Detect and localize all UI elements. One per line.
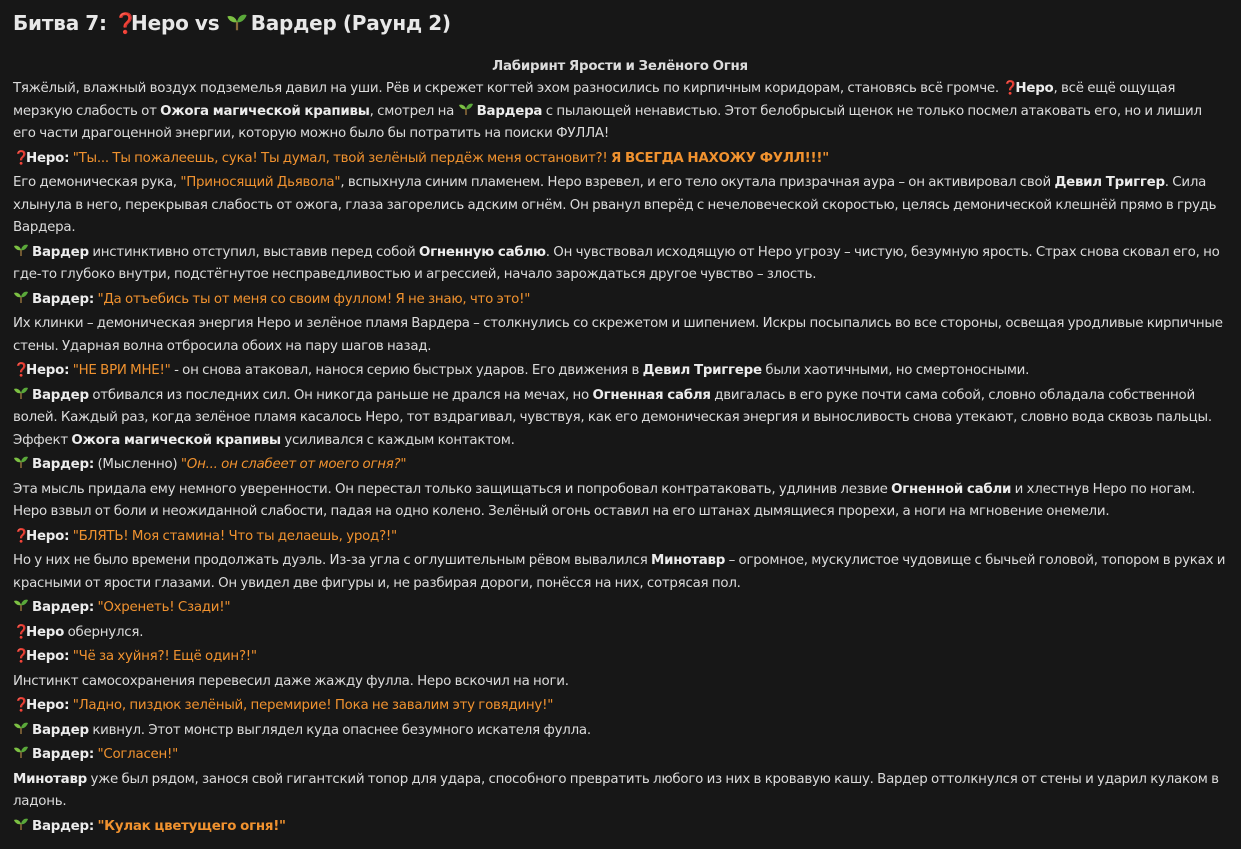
- narration-paragraph: [13, 242, 1227, 287]
- title-char1: Неро: [131, 11, 189, 35]
- title-prefix: Битва 7:: [13, 11, 107, 35]
- text: , всё ещё ощущая мерзкую слабость от: [13, 81, 1176, 119]
- sprout-icon: [13, 386, 29, 400]
- name-varder: Вардер: [32, 244, 89, 260]
- text: – огромное, мускулистое чудовище с бычьей головой, топором в руках и красными от ярости глазами. Он увидел две фигуры и, не разбирая дороги, понёсся на них, сотрясая пол.: [13, 553, 1226, 591]
- dialogue-line: [13, 816, 1227, 839]
- speaker-varder: Вардер:: [32, 291, 94, 307]
- bold-term: Ожога магической крапивы: [71, 432, 281, 448]
- red-question-icon: ❓: [13, 150, 30, 166]
- red-question-icon: ❓: [13, 698, 30, 713]
- text: , смотрел на: [369, 103, 455, 119]
- dialogue-line: [13, 148, 1227, 171]
- text: инстинктивно отступил, выставив перед собой: [92, 244, 416, 260]
- speaker-varder: Вардер:: [32, 600, 94, 615]
- text: (Мысленно): [97, 457, 178, 472]
- bold-term: Огненная сабля: [592, 387, 711, 403]
- quote: "НЕ ВРИ МНЕ!": [72, 363, 171, 378]
- text: обернулся.: [67, 624, 144, 640]
- bold-term: Девил Триггер: [1054, 175, 1165, 190]
- speaker-varder: Вардер:: [32, 457, 94, 472]
- narration-paragraph: Инстинкт самосохранения перевесил даже жажду фулла. Неро вскочил на ноги.: [13, 673, 569, 689]
- narration-line: [13, 622, 1227, 645]
- speaker-varder: Вардер:: [32, 818, 94, 834]
- red-question-icon: ❓: [13, 624, 30, 640]
- text: усиливался с каждым контактом.: [284, 432, 515, 448]
- text: были хаотичными, но смертоносными.: [765, 363, 1030, 378]
- bold-term: Минотавр: [651, 553, 726, 568]
- text: уже был рядом, занося свой гигантский топор для удара, способного превратить любого из них в кровавую кашу. Вардер оттолкнулся от стены и ударил кулаком в ладонь.: [13, 771, 1219, 809]
- text: отбивался из последних сил. Он никогда раньше не дрался на мечах, но: [92, 387, 589, 403]
- quote-bold: "Кулак цветущего огня!": [97, 818, 286, 834]
- quote: "Ладно, пиздюк зелёный, перемирие! Пока не завалим эту говядину!": [72, 698, 554, 713]
- name-varder: Вардера: [476, 103, 543, 119]
- narration-paragraph: [13, 385, 1227, 453]
- text: Эта мысль придала ему немного уверенности. Он перестал только защищаться и попробовал контратаковать, удлинив лезвие: [13, 481, 888, 497]
- quote: "Согласен!": [97, 747, 179, 762]
- text: Его демоническая рука,: [13, 175, 177, 190]
- text: Но у них не было времени продолжать дуэль. Из-за угла с оглушительным рёвом вывалился: [13, 553, 648, 568]
- text: и хлестнув Неро по ногам. Неро взвыл от боли и неожиданной слабости, падая на одно колено. Зелёный огонь оставил на его штанах дымящиеся прорехи, а ноги на мгновение онемели.: [13, 481, 1196, 519]
- red-question-icon: ❓: [13, 649, 30, 664]
- red-question-icon: ❓: [113, 11, 138, 35]
- sprout-icon: [13, 598, 29, 612]
- red-question-icon: ❓: [1002, 81, 1019, 96]
- quote: "Да отъебись ты от меня со своим фуллом! Я не знаю, что это!": [97, 291, 531, 307]
- chapter-subtitle: Лабиринт Ярости и Зелёного Огня: [492, 59, 748, 74]
- text: Тяжёлый, влажный воздух подземелья давил на уши. Рёв и скрежет когтей эхом разносились по кирпичным коридорам, становясь всё громче.: [13, 81, 999, 96]
- speaker-nero: Неро:: [26, 150, 70, 166]
- bold-term: Минотавр: [13, 771, 88, 787]
- bold-term: Девил Триггере: [642, 363, 762, 378]
- sprout-icon: [13, 745, 29, 759]
- quote: "Приносящий Дьявола": [180, 175, 341, 190]
- dialogue-line: [13, 360, 1227, 383]
- bold-term: Огненной сабли: [891, 481, 1012, 497]
- text: . Сила хлынула в него, перекрывая слабость от ожога, глаза загорелись адским огнём. Он рванул вперёд с нечеловеческой скоростью, целясь демонической клешнёй прямо в грудь Вардера.: [13, 175, 1217, 235]
- text: с пылающей ненавистью. Этот белобрысый щенок не только посмел атаковать его, но и лишил его части драгоценной энергии, которую можно было бы потратить на поиски ФУЛЛА!: [13, 103, 1202, 141]
- bold-term: Огненную саблю: [419, 244, 546, 260]
- text: , вспыхнула синим пламенем. Неро взревел, и его тело окутала призрачная аура – он активировал свой: [340, 175, 1051, 190]
- quote: "Ты... Ты пожалеешь, сука! Ты думал, твой зелёный пердёж меня остановит?!: [72, 150, 608, 166]
- speaker-nero: Неро:: [26, 649, 70, 664]
- narration-line: [13, 720, 1227, 743]
- speaker-nero: Неро:: [26, 363, 70, 378]
- speaker-varder: Вардер:: [32, 747, 94, 762]
- narration-paragraph: [13, 550, 1227, 595]
- name-nero: Неро: [26, 624, 65, 640]
- name-nero: Неро: [1015, 81, 1054, 96]
- narration-paragraph: [13, 769, 1227, 814]
- text: кивнул. Этот монстр выглядел куда опаснее безумного искателя фулла.: [92, 722, 591, 738]
- dialogue-line: [13, 744, 1227, 767]
- dialogue-line: [13, 289, 1227, 312]
- narration-paragraph: [13, 78, 1227, 146]
- sprout-icon: [458, 102, 474, 116]
- narration-paragraph: [13, 172, 1227, 240]
- red-question-icon: ❓: [13, 528, 30, 544]
- battle-article: [13, 8, 1227, 840]
- dialogue-line: [13, 526, 1227, 549]
- speaker-nero: Неро:: [26, 698, 70, 713]
- dialogue-line: [13, 454, 1227, 477]
- red-question-icon: ❓: [13, 363, 30, 378]
- title-char2: Вардер: [250, 11, 337, 35]
- title-round: (Раунд 2): [342, 11, 451, 35]
- quote: "БЛЯТЬ! Моя стамина! Что ты делаешь, урод?!": [72, 528, 397, 544]
- quote-bold: Я ВСЕГДА НАХОЖУ ФУЛЛ!!!": [610, 150, 829, 166]
- dialogue-line: [13, 646, 1227, 669]
- quote: "Охренеть! Сзади!": [97, 600, 231, 615]
- sprout-icon: [13, 817, 29, 831]
- dialogue-line: [13, 695, 1227, 718]
- speaker-nero: Неро:: [26, 528, 70, 544]
- quote: "Чё за хуйня?! Ещё один?!": [72, 649, 257, 664]
- narration-paragraph: Их клинки – демоническая энергия Неро и зелёное пламя Вардера – столкнулись со скрежетом и шипением. Искры посыпались во все стороны, освещая уродливые кирпичные стены. Ударная волна отбросила обоих на пару шагов назад.: [13, 316, 1223, 354]
- dialogue-line: [13, 597, 1227, 620]
- sprout-icon: [226, 12, 248, 32]
- sprout-icon: [13, 290, 29, 304]
- sprout-icon: [13, 243, 29, 257]
- text: двигалась в его руке почти сама собой, словно обладала собственной волей. Каждый раз, когда зелёное пламя касалось Неро, тот вздрагивал, чувствуя, как его демоническая энергия и выносливость снова утекают, словно вода сквозь пальцы. Эффект: [13, 387, 1212, 448]
- text: - он снова атаковал, нанося серию быстрых ударов. Его движения в: [174, 363, 640, 378]
- text: . Он чувствовал исходящую от Неро угрозу – чистую, безумную ярость. Страх снова сковал его, но где-то глубоко внутри, подстёгнутое несправедливостью и агрессией, начало зарождаться другое чувство – злость.: [13, 244, 1220, 282]
- narration-paragraph: [13, 479, 1227, 524]
- quote-italic: "Он... он слабеет от моего огня?": [180, 457, 407, 472]
- name-varder: Вардер: [32, 387, 89, 403]
- sprout-icon: [13, 455, 29, 469]
- bold-term: Ожога магической крапивы: [160, 103, 370, 119]
- title-vs: vs: [194, 11, 220, 35]
- sprout-icon: [13, 721, 29, 735]
- page-title: [13, 8, 1227, 38]
- name-varder: Вардер: [32, 722, 89, 738]
